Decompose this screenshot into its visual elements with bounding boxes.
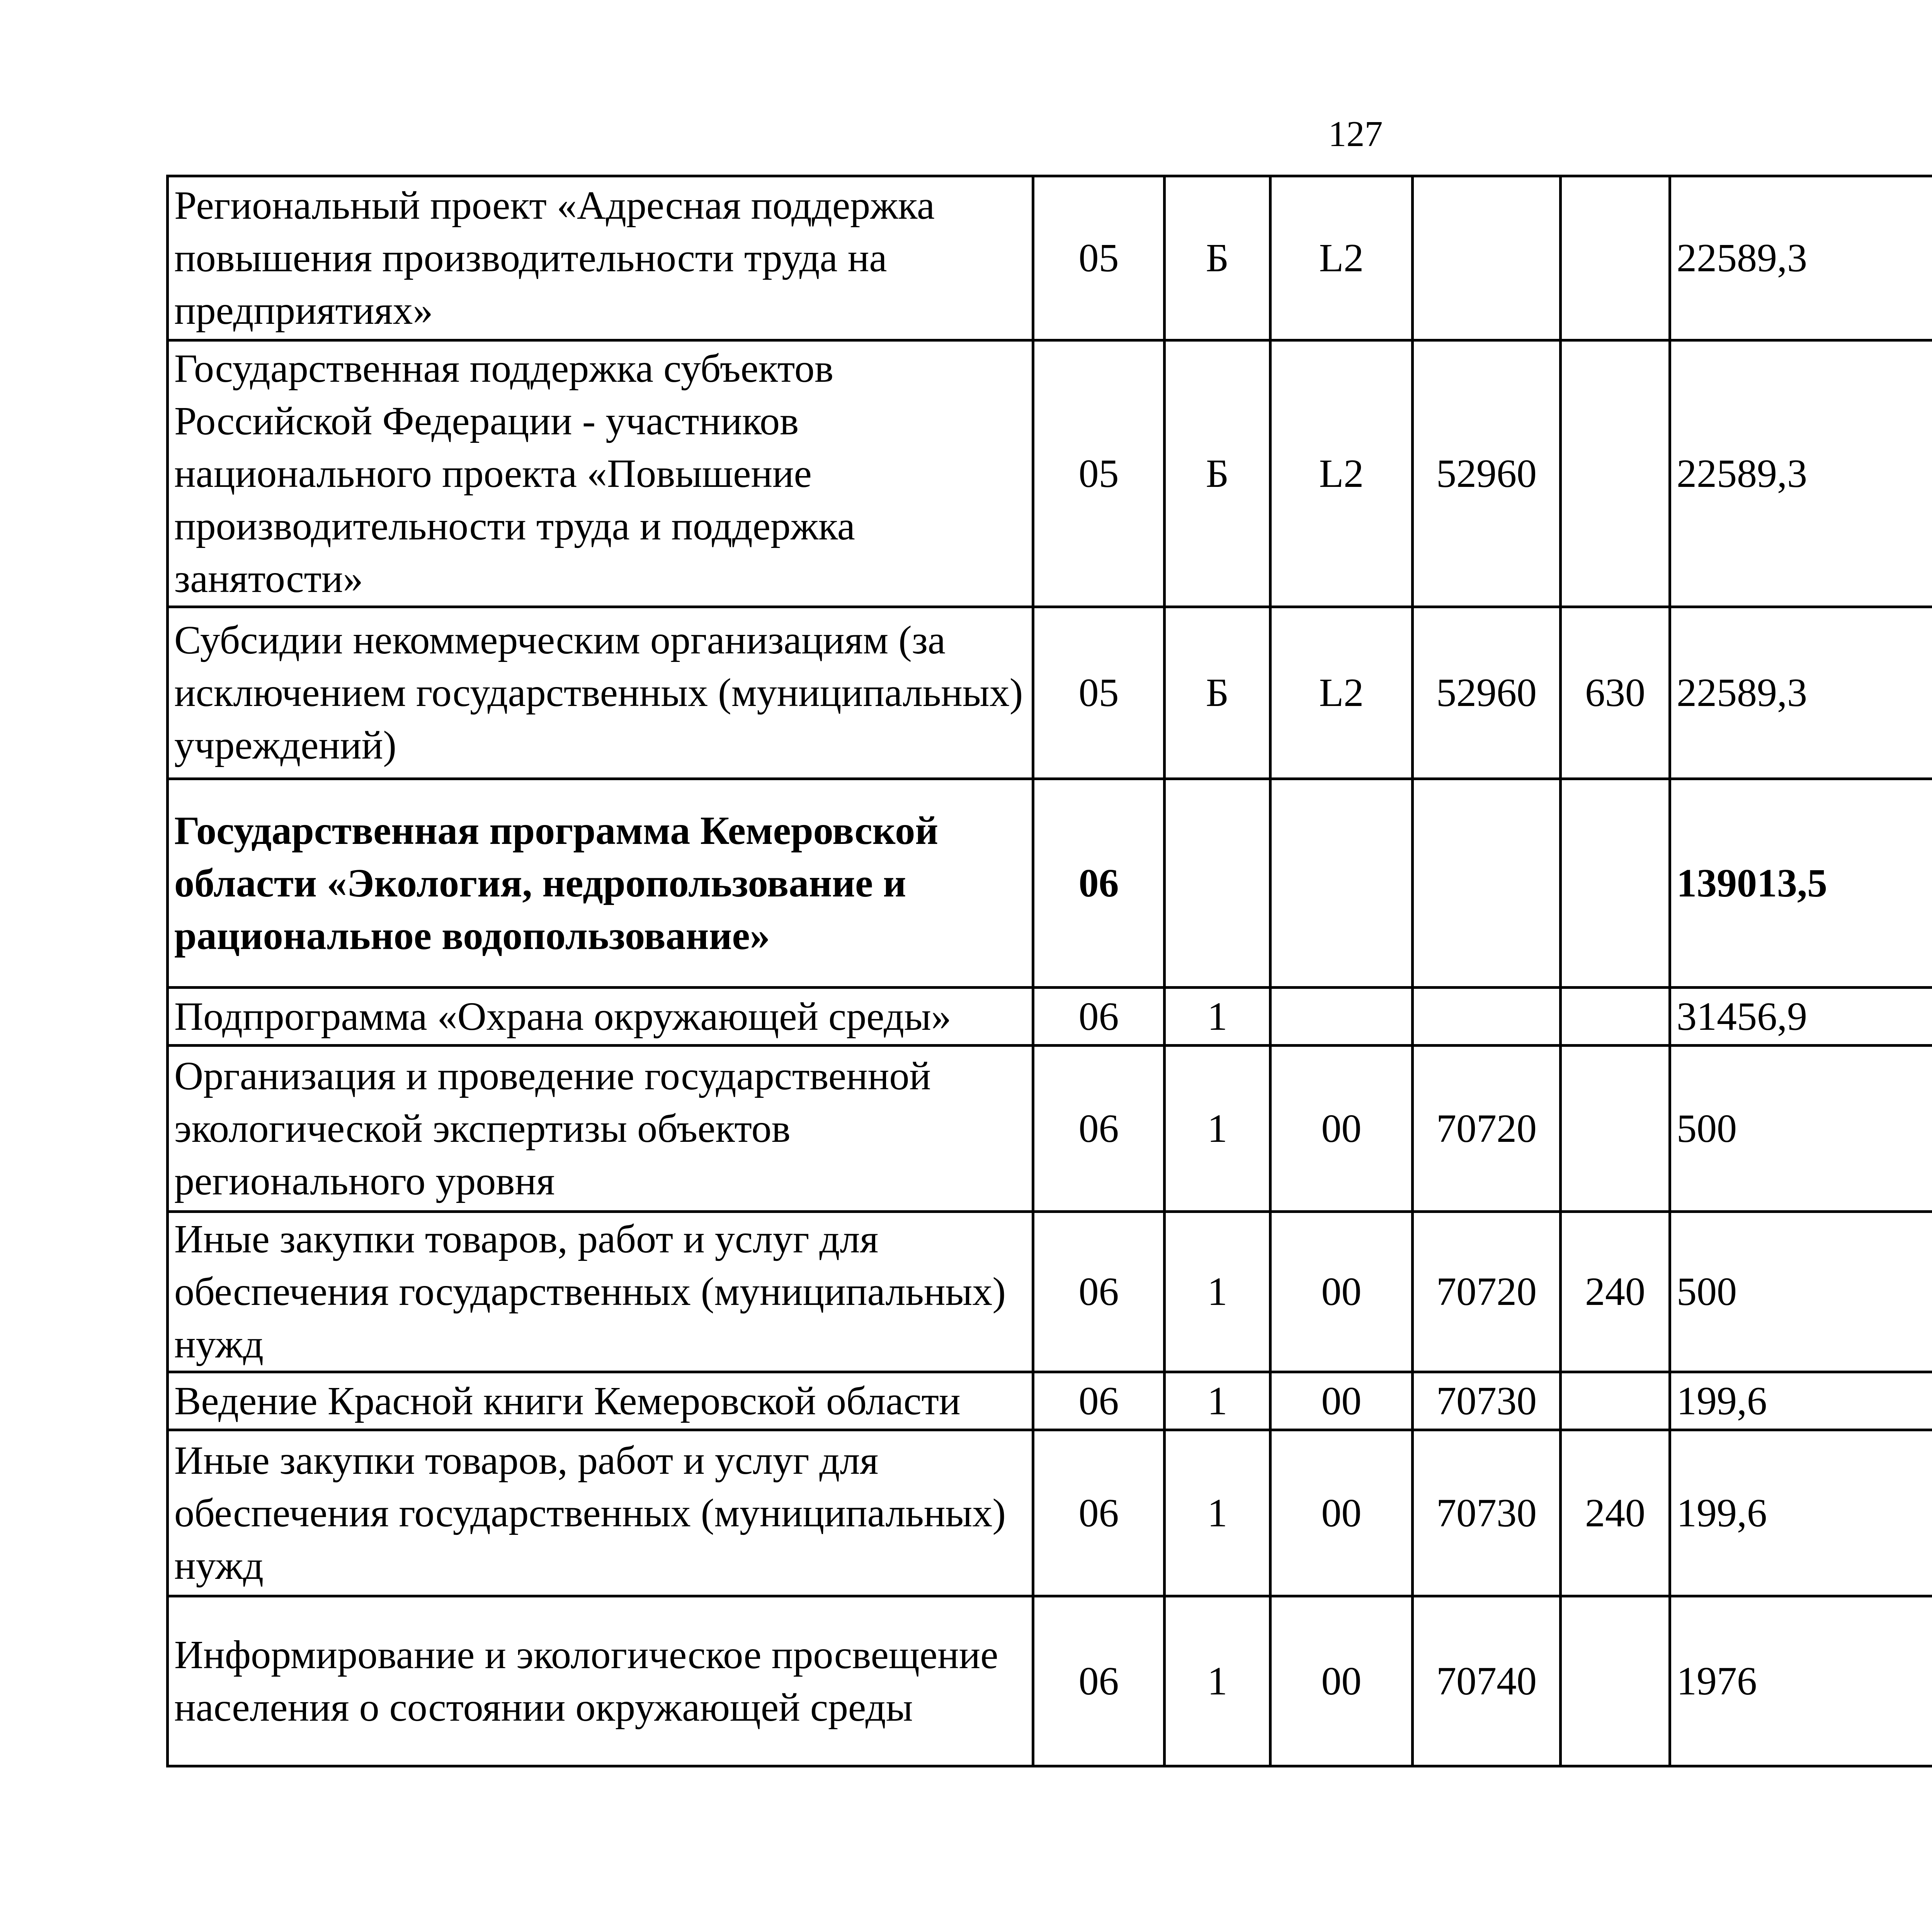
code-cell: 630 — [1561, 607, 1670, 779]
table-row — [168, 988, 1932, 1046]
code-cell — [1561, 1596, 1670, 1766]
table-row — [168, 340, 1932, 607]
code-cell — [1561, 176, 1670, 340]
code-cell: L2 — [1270, 340, 1413, 607]
code-cell — [1561, 1372, 1670, 1430]
code-cell: 05 — [1033, 176, 1165, 340]
table-row — [168, 176, 1932, 340]
code-cell: Б — [1165, 607, 1270, 779]
amount-cell: 500 — [1670, 1046, 1932, 1212]
table-row — [168, 607, 1932, 779]
code-cell: 70740 — [1413, 1596, 1561, 1766]
table-row — [168, 1372, 1932, 1430]
code-cell: 1 — [1165, 1046, 1270, 1212]
row-name: Иные закупки товаров, работ и услуг для обеспечения государственных (муниципальных) нужд — [168, 1212, 1033, 1372]
amount-cell: 22589,3 — [1670, 607, 1932, 779]
amount-cell: 1976 — [1670, 1596, 1932, 1766]
row-name: Региональный проект «Адресная поддержка повышения производительности труда на предприятиях» — [168, 176, 1033, 340]
code-cell: 240 — [1561, 1430, 1670, 1596]
table-row — [168, 1212, 1932, 1372]
code-cell: 52960 — [1413, 607, 1561, 779]
code-cell: 06 — [1033, 988, 1165, 1046]
code-cell: 70730 — [1413, 1372, 1561, 1430]
code-cell: 70720 — [1413, 1046, 1561, 1212]
code-cell: 70720 — [1413, 1212, 1561, 1372]
code-cell: 70730 — [1413, 1430, 1561, 1596]
row-name: Субсидии некоммерческим организациям (за исключением государственных (муниципальных) учреждений) — [168, 607, 1033, 779]
code-cell — [1270, 779, 1413, 988]
code-cell — [1561, 779, 1670, 988]
code-cell — [1413, 779, 1561, 988]
amount-cell: 22589,3 — [1670, 340, 1932, 607]
code-cell: 00 — [1270, 1430, 1413, 1596]
amount-cell: 500 — [1670, 1212, 1932, 1372]
amount-cell: 199,6 — [1670, 1372, 1932, 1430]
code-cell: 00 — [1270, 1046, 1413, 1212]
row-name: Иные закупки товаров, работ и услуг для обеспечения государственных (муниципальных) нужд — [168, 1430, 1033, 1596]
code-cell: Б — [1165, 340, 1270, 607]
row-name: Государственная поддержка субъектов Российской Федерации - участников национального проекта «Повышение производительности труда и поддержка занятости» — [168, 340, 1033, 607]
code-cell — [1413, 176, 1561, 340]
code-cell: 06 — [1033, 1596, 1165, 1766]
code-cell: 1 — [1165, 1212, 1270, 1372]
code-cell — [1165, 779, 1270, 988]
code-cell: 05 — [1033, 607, 1165, 779]
code-cell — [1561, 1046, 1670, 1212]
code-cell — [1270, 988, 1413, 1046]
code-cell: 06 — [1033, 1372, 1165, 1430]
code-cell: 00 — [1270, 1596, 1413, 1766]
budget-table — [166, 175, 1932, 1767]
amount-cell: 31456,9 — [1670, 988, 1932, 1046]
amount-cell: 139013,5 — [1670, 779, 1932, 988]
code-cell: Б — [1165, 176, 1270, 340]
code-cell: L2 — [1270, 607, 1413, 779]
row-name: Подпрограмма «Охрана окружающей среды» — [168, 988, 1033, 1046]
row-name: Государственная программа Кемеровской области «Экология, недропользование и рациональное водопользование» — [168, 779, 1033, 988]
code-cell: 00 — [1270, 1212, 1413, 1372]
page-number: 127 — [1328, 114, 1383, 154]
table-row — [168, 779, 1932, 988]
code-cell — [1561, 988, 1670, 1046]
row-name: Организация и проведение государственной экологической экспертизы объектов регионального уровня — [168, 1046, 1033, 1212]
amount-cell: 22589,3 — [1670, 176, 1932, 340]
code-cell: 06 — [1033, 779, 1165, 988]
code-cell: 06 — [1033, 1430, 1165, 1596]
code-cell: 06 — [1033, 1212, 1165, 1372]
amount-cell: 199,6 — [1670, 1430, 1932, 1596]
row-name: Ведение Красной книги Кемеровской области — [168, 1372, 1033, 1430]
code-cell: 1 — [1165, 1430, 1270, 1596]
code-cell: 52960 — [1413, 340, 1561, 607]
code-cell: L2 — [1270, 176, 1413, 340]
code-cell: 06 — [1033, 1046, 1165, 1212]
code-cell — [1561, 340, 1670, 607]
table-row — [168, 1046, 1932, 1212]
table-row — [168, 1596, 1932, 1766]
row-name: Информирование и экологическое просвещение населения о состоянии окружающей среды — [168, 1596, 1033, 1766]
code-cell: 1 — [1165, 1596, 1270, 1766]
table-row — [168, 1430, 1932, 1596]
code-cell: 1 — [1165, 1372, 1270, 1430]
code-cell: 00 — [1270, 1372, 1413, 1430]
code-cell: 05 — [1033, 340, 1165, 607]
code-cell: 1 — [1165, 988, 1270, 1046]
code-cell: 240 — [1561, 1212, 1670, 1372]
code-cell — [1413, 988, 1561, 1046]
